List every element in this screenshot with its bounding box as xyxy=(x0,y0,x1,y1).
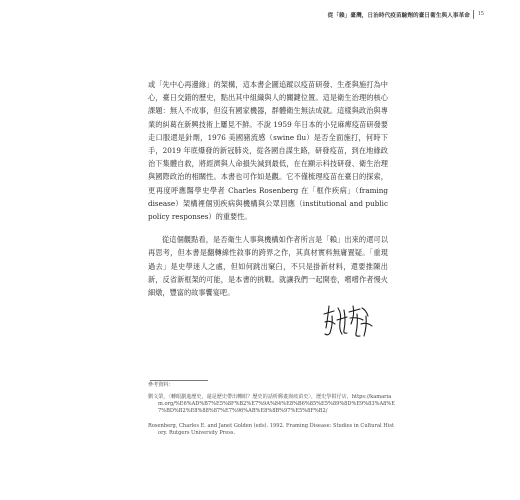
footnote-divider xyxy=(150,380,208,381)
paragraph-2: 從這個觀點看，是否衛生人事與機構如作者所言是「賴」出來的還可以再思考，但本書是翻轉線性敘事的跨界之作，其真材實料無庸置疑。「重現過去」是史學迷人之處，但如何跳出窠臼，不只是掛新材料，還要推陳出新，反省新框架的可能，是本書的挑戰。就讓我們一起開卷，嚐嚐作者慢火細燉，豐富的故事饗宴吧。 xyxy=(148,235,388,298)
handwritten-signature xyxy=(320,300,376,340)
reference-item: Rosenberg, Charles E. and Janet Golden (eds). 1992. Framing Disease: Studies in Cultural History. Rutgers University Press. xyxy=(148,423,395,437)
reference-item: 劉文榮，〈轉眼劃進歷史，還是歷史帶出轉眼？歷史的話析郵畫與疫苗史〉，歷史學柑仔店，https://kamariam.org/%E6%AD%B7%E5%8F%B2%E7%9A%84%E8%B6%85%E5%89%8D%E9%83%A8%E7%BD%B2%E8%88%87%E7%96%AB%E8%8B%97%E5%8F%B2/ xyxy=(148,394,395,415)
running-header: 從「賴」臺灣，日治時代疫苗驗劑的臺日衛生與人事革命 xyxy=(327,13,470,19)
references-section xyxy=(148,382,396,446)
page-number: 15 xyxy=(478,11,484,17)
references-heading: 參考資料： xyxy=(148,382,174,388)
main-body-text xyxy=(148,78,388,309)
paragraph-1: 或「先中心再邊緣」的架構，這本書企圖追蹤以疫苗研發、生產與施打為中心，臺日交錯的歷史，點出其中組織與人的關鍵位置。這是衛生治理的核心課題：無人不成事，但沒有國家機器，群體衛生無法成就。這樣與政治與專業的糾葛在新興技術上屢見不鮮。不說 1959 年日本的小兒麻痺疫苗研發要走口服還是針劑，1976 美國豬流感（swine flu）是否全面施打，何時下手，2019 年底爆發的新冠肺炎，從各國自謀生路，研發疫苗，到在地緣政治下集體自救，將經濟與人命損失減到最低，在在顯示科技研發、衛生治理與國際政治的相關性。本書也可作如是觀。它不僅梳理疫苗在臺日的探索，更再度呼應醫學史學者 Charles Rosenberg 在「框作疾病」（framing disease）架構裡個別疾病與機構與公眾回應（institutional and public policy responses）的重要性。 xyxy=(148,80,388,222)
header-divider xyxy=(473,10,474,19)
